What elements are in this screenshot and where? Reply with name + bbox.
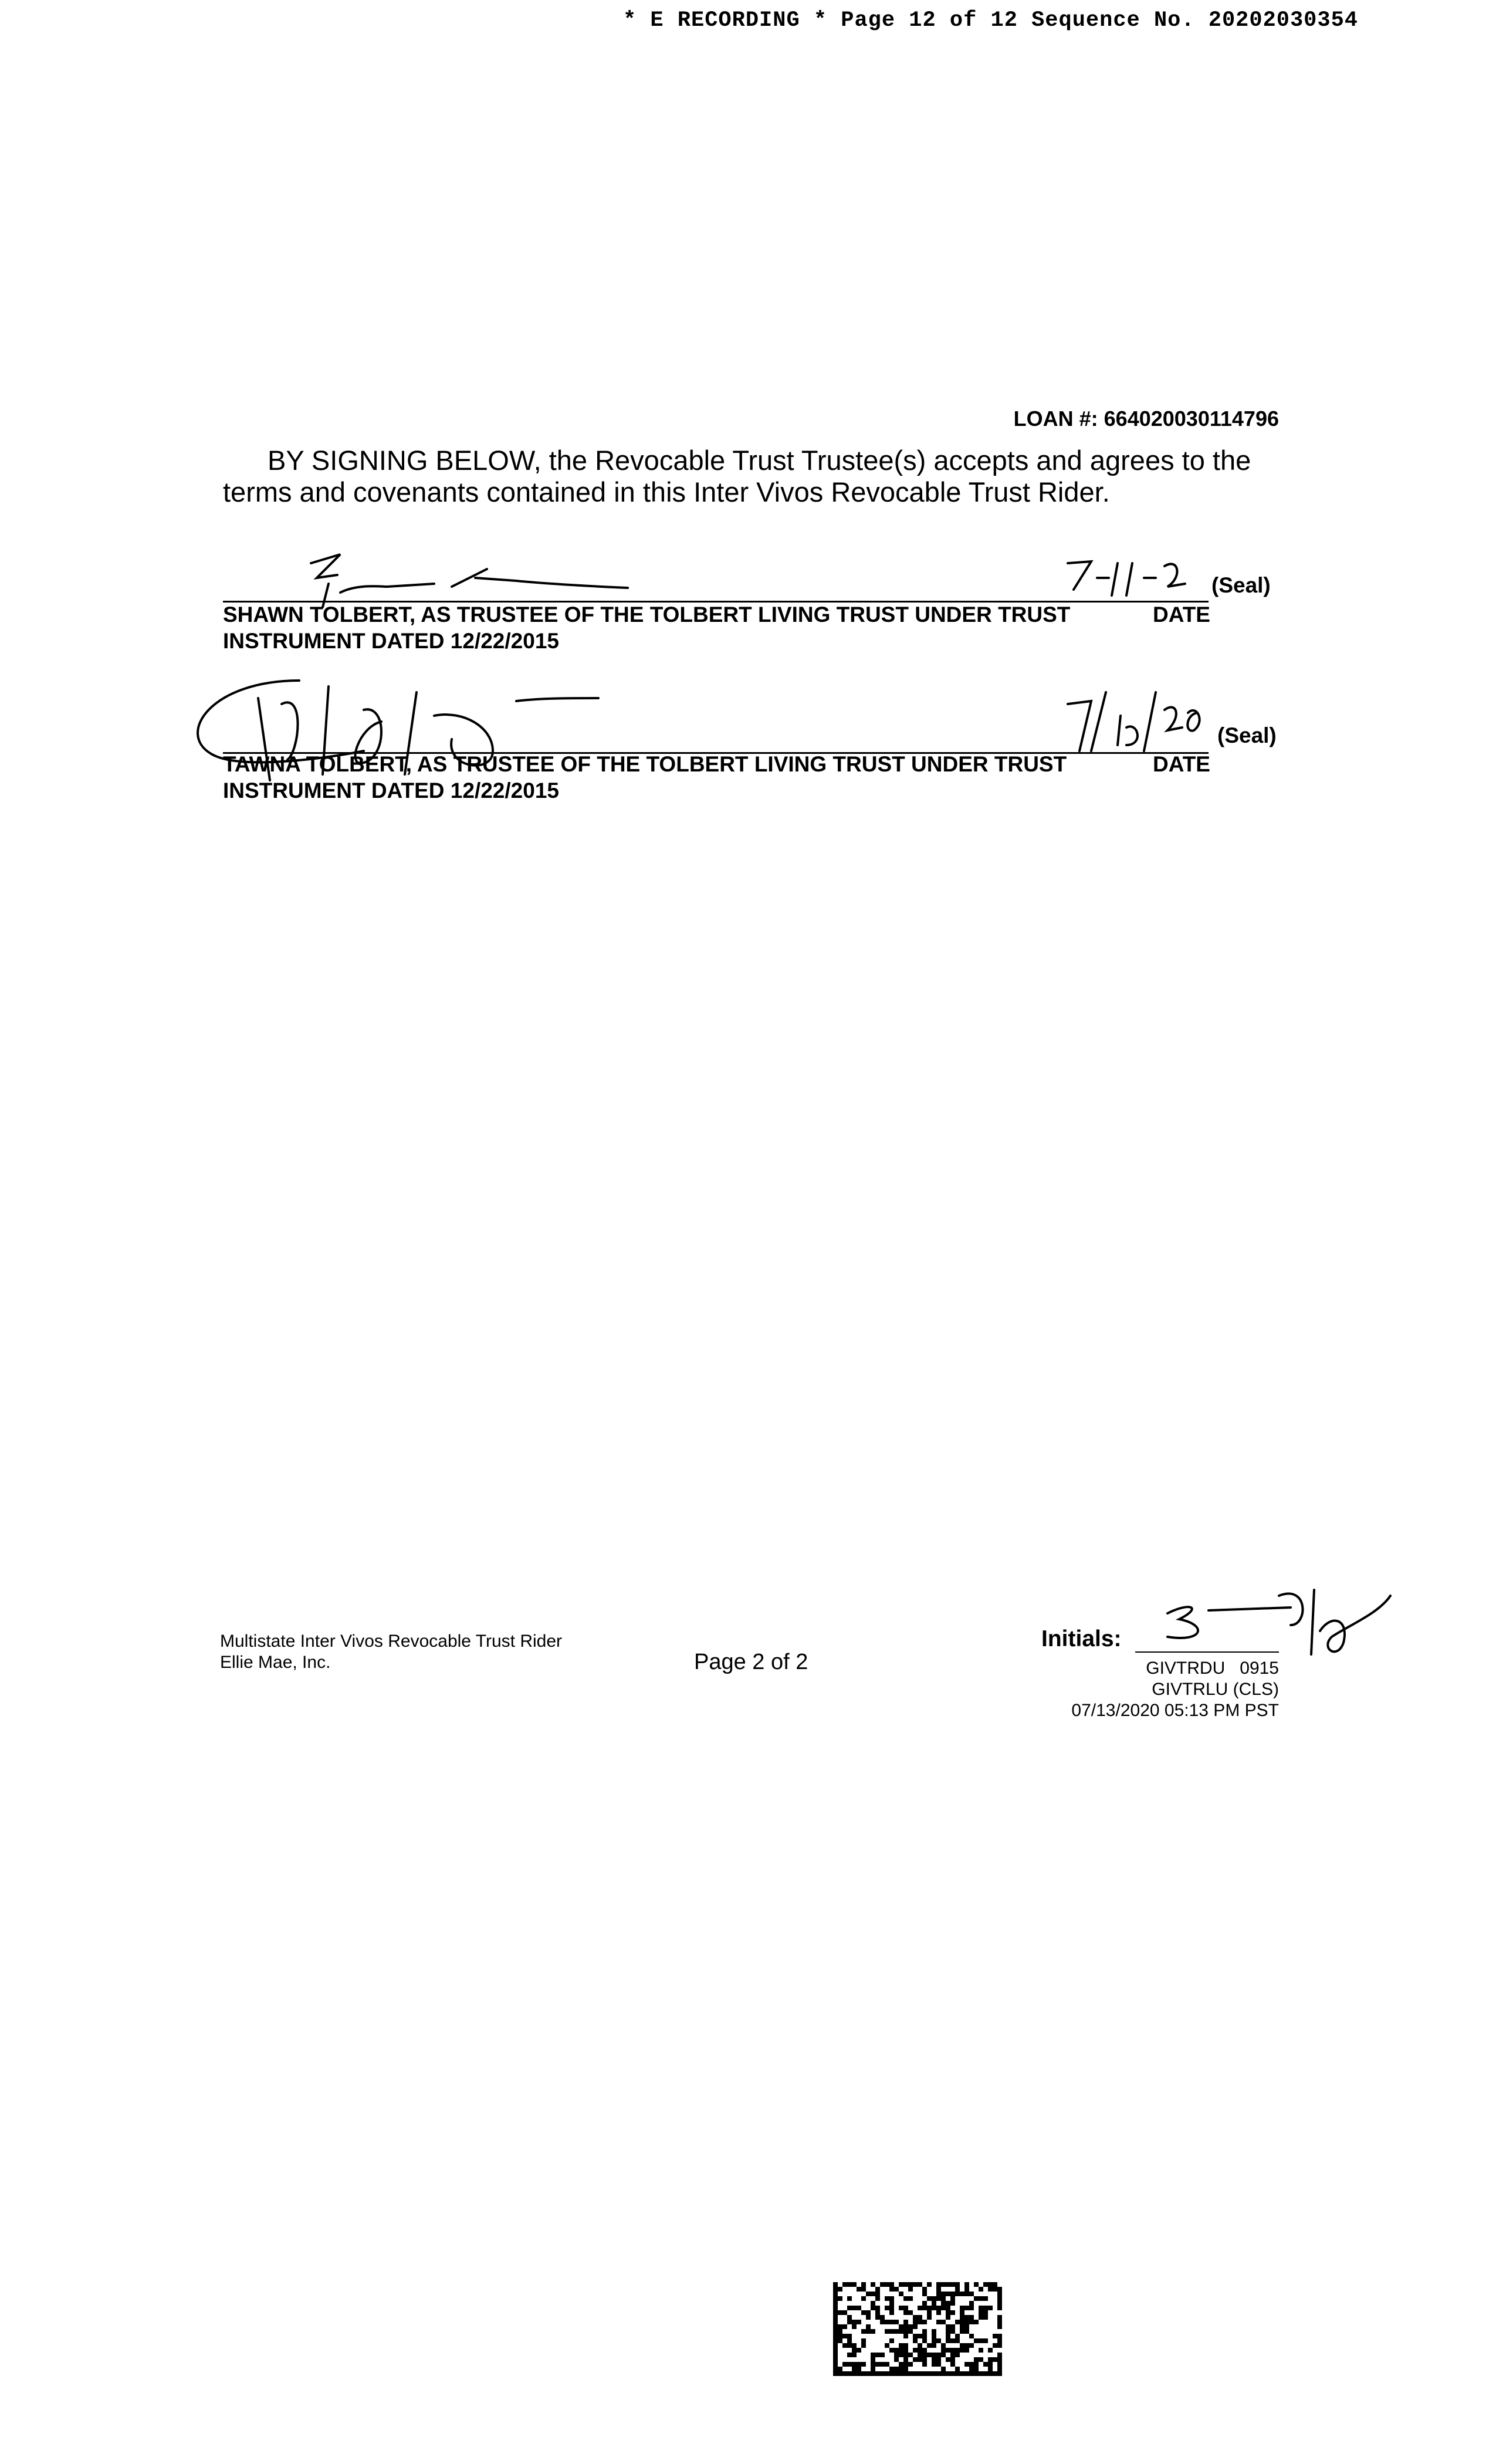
initials-label: Initials: [1041, 1626, 1122, 1651]
seal-label-1: (Seal) [1211, 573, 1271, 597]
recording-header: * E RECORDING * Page 12 of 12 Sequence No. 20202030354 [623, 8, 1358, 33]
signer-name-2: TAWNA TOLBERT, AS TRUSTEE OF THE TOLBERT LIVING TRUST UNDER TRUST [223, 752, 1067, 776]
seal-label-2: (Seal) [1217, 723, 1277, 747]
loan-number: LOAN #: 664020030114796 [1013, 407, 1279, 431]
signer-instrument-1: INSTRUMENT DATED 12/22/2015 [223, 629, 559, 653]
barcode-2d [833, 2282, 1003, 2376]
generated-timestamp: 07/13/2020 05:13 PM PST [1071, 1701, 1279, 1720]
date-label-1: DATE [1153, 603, 1210, 627]
date-label-2: DATE [1153, 752, 1210, 776]
handwritten-date-2 [1056, 686, 1209, 757]
page-number: Page 2 of 2 [694, 1650, 808, 1674]
signer-instrument-2: INSTRUMENT DATED 12/22/2015 [223, 779, 559, 803]
signer-name-1: SHAWN TOLBERT, AS TRUSTEE OF THE TOLBERT LIVING TRUST UNDER TRUST [223, 603, 1071, 627]
initials-signature [1156, 1578, 1402, 1666]
form-code-1: GIVTRDU 0915 [1146, 1659, 1279, 1678]
form-code-2: GIVTRLU (CLS) [1152, 1680, 1279, 1699]
agreement-paragraph [223, 445, 1288, 508]
form-name: Multistate Inter Vivos Revocable Trust Rider [220, 1632, 563, 1651]
agreement-text: BY SIGNING BELOW, the Revocable Trust Trustee(s) accepts and agrees to the terms and covenants contained in this Inter Vivos Revocable Trust Rider. [223, 445, 1251, 507]
vendor-name: Ellie Mae, Inc. [220, 1653, 331, 1672]
handwritten-date-1 [1062, 554, 1191, 601]
